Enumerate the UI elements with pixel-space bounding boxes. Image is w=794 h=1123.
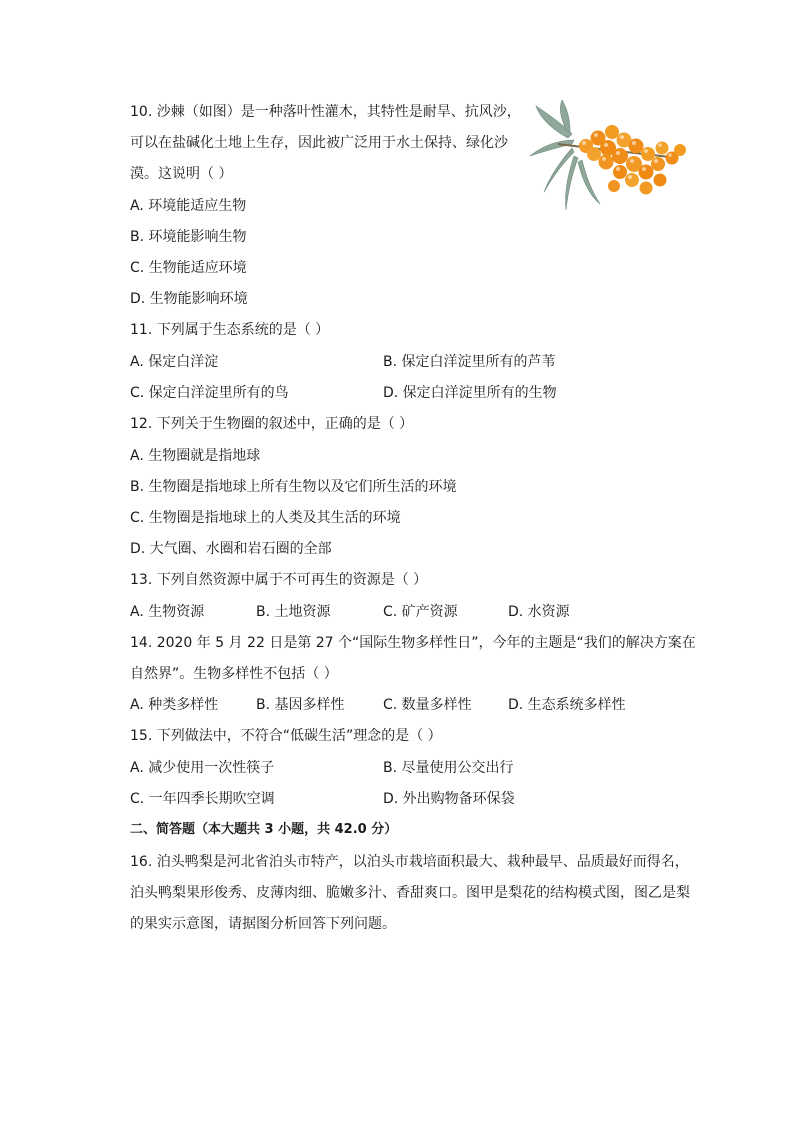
sea-buckthorn-berries-illustration [528,100,694,218]
q10-stem-line2: 可以在盐碱化土地上生存，因此被广泛用于水土保持、绿化沙 [130,135,508,151]
q16-stem-line3: 的果实示意图，请据图分析回答下列问题。 [130,916,396,932]
q14-option-c: C. 数量多样性 [383,697,472,713]
q15-option-c: C. 一年四季长期吹空调 [130,791,275,807]
q10-stem-line3: 漠。这说明（ ） [130,166,233,182]
q12-option-a: A. 生物圈就是指地球 [130,448,261,464]
q16-stem-line2: 泊头鸭梨果形俊秀、皮薄肉细、脆嫩多汁、香甜爽口。图甲是梨花的结构模式图，图乙是梨 [130,885,690,901]
q13-option-c: C. 矿产资源 [383,604,458,620]
q15-option-b: B. 尽量使用公交出行 [383,760,514,776]
q15-option-a: A. 减少使用一次性筷子 [130,760,275,776]
q10-option-d: D. 生物能影响环境 [130,291,248,307]
q16-stem-line1: 16. 泊头鸭梨是河北省泊头市特产，以泊头市栽培面积最大、栽种最早、品质最好而得名， [130,854,689,870]
q14-option-d: D. 生态系统多样性 [508,697,626,713]
q14-stem-line1: 14. 2020 年 5 月 22 日是第 27 个“国际生物多样性日”，今年的主题是“我们的解决方案在 [130,635,696,651]
q14-option-a: A. 种类多样性 [130,697,219,713]
q12-option-b: B. 生物圈是指地球上所有生物以及它们所生活的环境 [130,479,457,495]
q10-option-b: B. 环境能影响生物 [130,229,247,245]
q12-option-c: C. 生物圈是指地球上的人类及其生活的环境 [130,510,401,526]
q13-option-a: A. 生物资源 [130,604,205,620]
q10-stem-line1: 10. 沙棘（如图）是一种落叶性灌木，其特性是耐旱、抗风沙， [130,104,521,120]
q15-stem: 15. 下列做法中，不符合“低碳生活”理念的是（ ） [130,728,442,744]
section-title-short-answer: 二、简答题（本大题共 3 小题，共 42.0 分） [130,822,398,837]
q11-stem: 11. 下列属于生态系统的是（ ） [130,322,330,338]
q10-option-a: A. 环境能适应生物 [130,198,247,214]
q14-stem-line2: 自然界”。生物多样性不包括（ ） [130,666,338,682]
q11-option-c: C. 保定白洋淀里所有的鸟 [130,385,289,401]
q13-option-b: B. 土地资源 [256,604,331,620]
q10-option-c: C. 生物能适应环境 [130,260,247,276]
q11-option-b: B. 保定白洋淀里所有的芦苇 [383,354,556,370]
q15-option-d: D. 外出购物备环保袋 [383,791,515,807]
q11-option-a: A. 保定白洋淀 [130,354,219,370]
q14-option-b: B. 基因多样性 [256,697,345,713]
q13-stem: 13. 下列自然资源中属于不可再生的资源是（ ） [130,572,428,588]
q12-stem: 12. 下列关于生物圈的叙述中，正确的是（ ） [130,416,414,432]
q11-option-d: D. 保定白洋淀里所有的生物 [383,385,557,401]
q12-option-d: D. 大气圈、水圈和岩石圈的全部 [130,541,332,557]
q13-option-d: D. 水资源 [508,604,570,620]
